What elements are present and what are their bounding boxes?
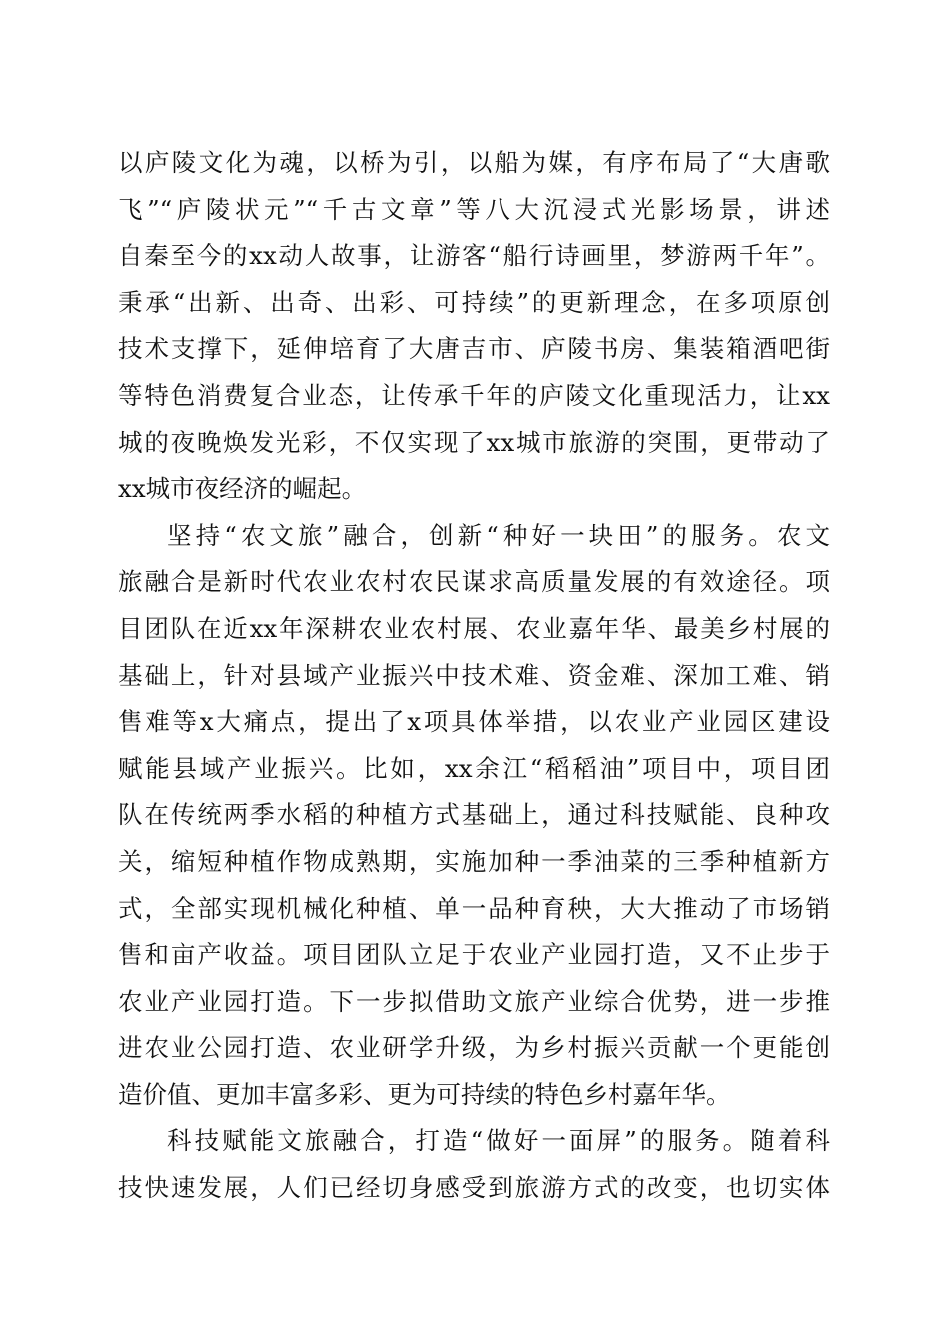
text-line: 旅融合是新时代农业农村农民谋求高质量发展的有效途径。项 — [118, 567, 830, 597]
text-line: 自秦至今的xx动人故事，让游客“船行诗画里，梦游两千年”。 — [118, 241, 830, 271]
text-line: xx城市夜经济的崛起。 — [118, 474, 367, 504]
text-line: 技快速发展，人们已经切身感受到旅游方式的改变，也切实体 — [118, 1173, 830, 1203]
text-line: 队在传统两季水稻的种植方式基础上，通过科技赋能、良种攻 — [118, 800, 830, 830]
text-line: 进农业公园打造、农业研学升级，为乡村振兴贡献一个更能创 — [118, 1033, 830, 1063]
text-line: 售难等x大痛点，提出了x项具体举措，以农业产业园区建设 — [118, 707, 830, 737]
text-line: 目团队在近xx年深耕农业农村展、农业嘉年华、最美乡村展的 — [118, 613, 830, 643]
text-line: 赋能县域产业振兴。比如，xx余江“稻稻油”项目中，项目团 — [118, 753, 830, 783]
text-line: 售和亩产收益。项目团队立足于农业产业园打造，又不止步于 — [118, 940, 830, 970]
text-line: 飞”“庐陵状元”“千古文章”等八大沉浸式光影场景，讲述 — [118, 194, 830, 224]
text-line: 关，缩短种植作物成熟期，实施加种一季油菜的三季种植新方 — [118, 846, 830, 876]
text-line: 农业产业园打造。下一步拟借助文旅产业综合优势，进一步推 — [118, 986, 830, 1016]
text-line: 以庐陵文化为魂，以桥为引，以船为媒，有序布局了“大唐歌 — [118, 148, 830, 177]
paragraph-start-line: 科技赋能文旅融合，打造“做好一面屏”的服务。随着科 — [167, 1126, 830, 1156]
text-line: 造价值、更加丰富多彩、更为可持续的特色乡村嘉年华。 — [118, 1079, 731, 1109]
text-line: 式，全部实现机械化种植、单一品种育秧，大大推动了市场销 — [118, 893, 830, 923]
text-line: 基础上，针对县域产业振兴中技术难、资金难、深加工难、销 — [118, 660, 830, 690]
text-line: 技术支撑下，延伸培育了大唐吉市、庐陵书房、集装箱酒吧街 — [118, 334, 830, 364]
document-body — [118, 140, 830, 1212]
text-line: 城的夜晚焕发光彩，不仅实现了xx城市旅游的突围，更带动了 — [118, 427, 830, 457]
paragraph-start-line: 坚持“农文旅”融合，创新“种好一块田”的服务。农文 — [167, 520, 830, 550]
text-line: 等特色消费复合业态，让传承千年的庐陵文化重现活力，让xx — [118, 380, 830, 410]
text-line: 秉承“出新、出奇、出彩、可持续”的更新理念，在多项原创 — [118, 287, 830, 317]
